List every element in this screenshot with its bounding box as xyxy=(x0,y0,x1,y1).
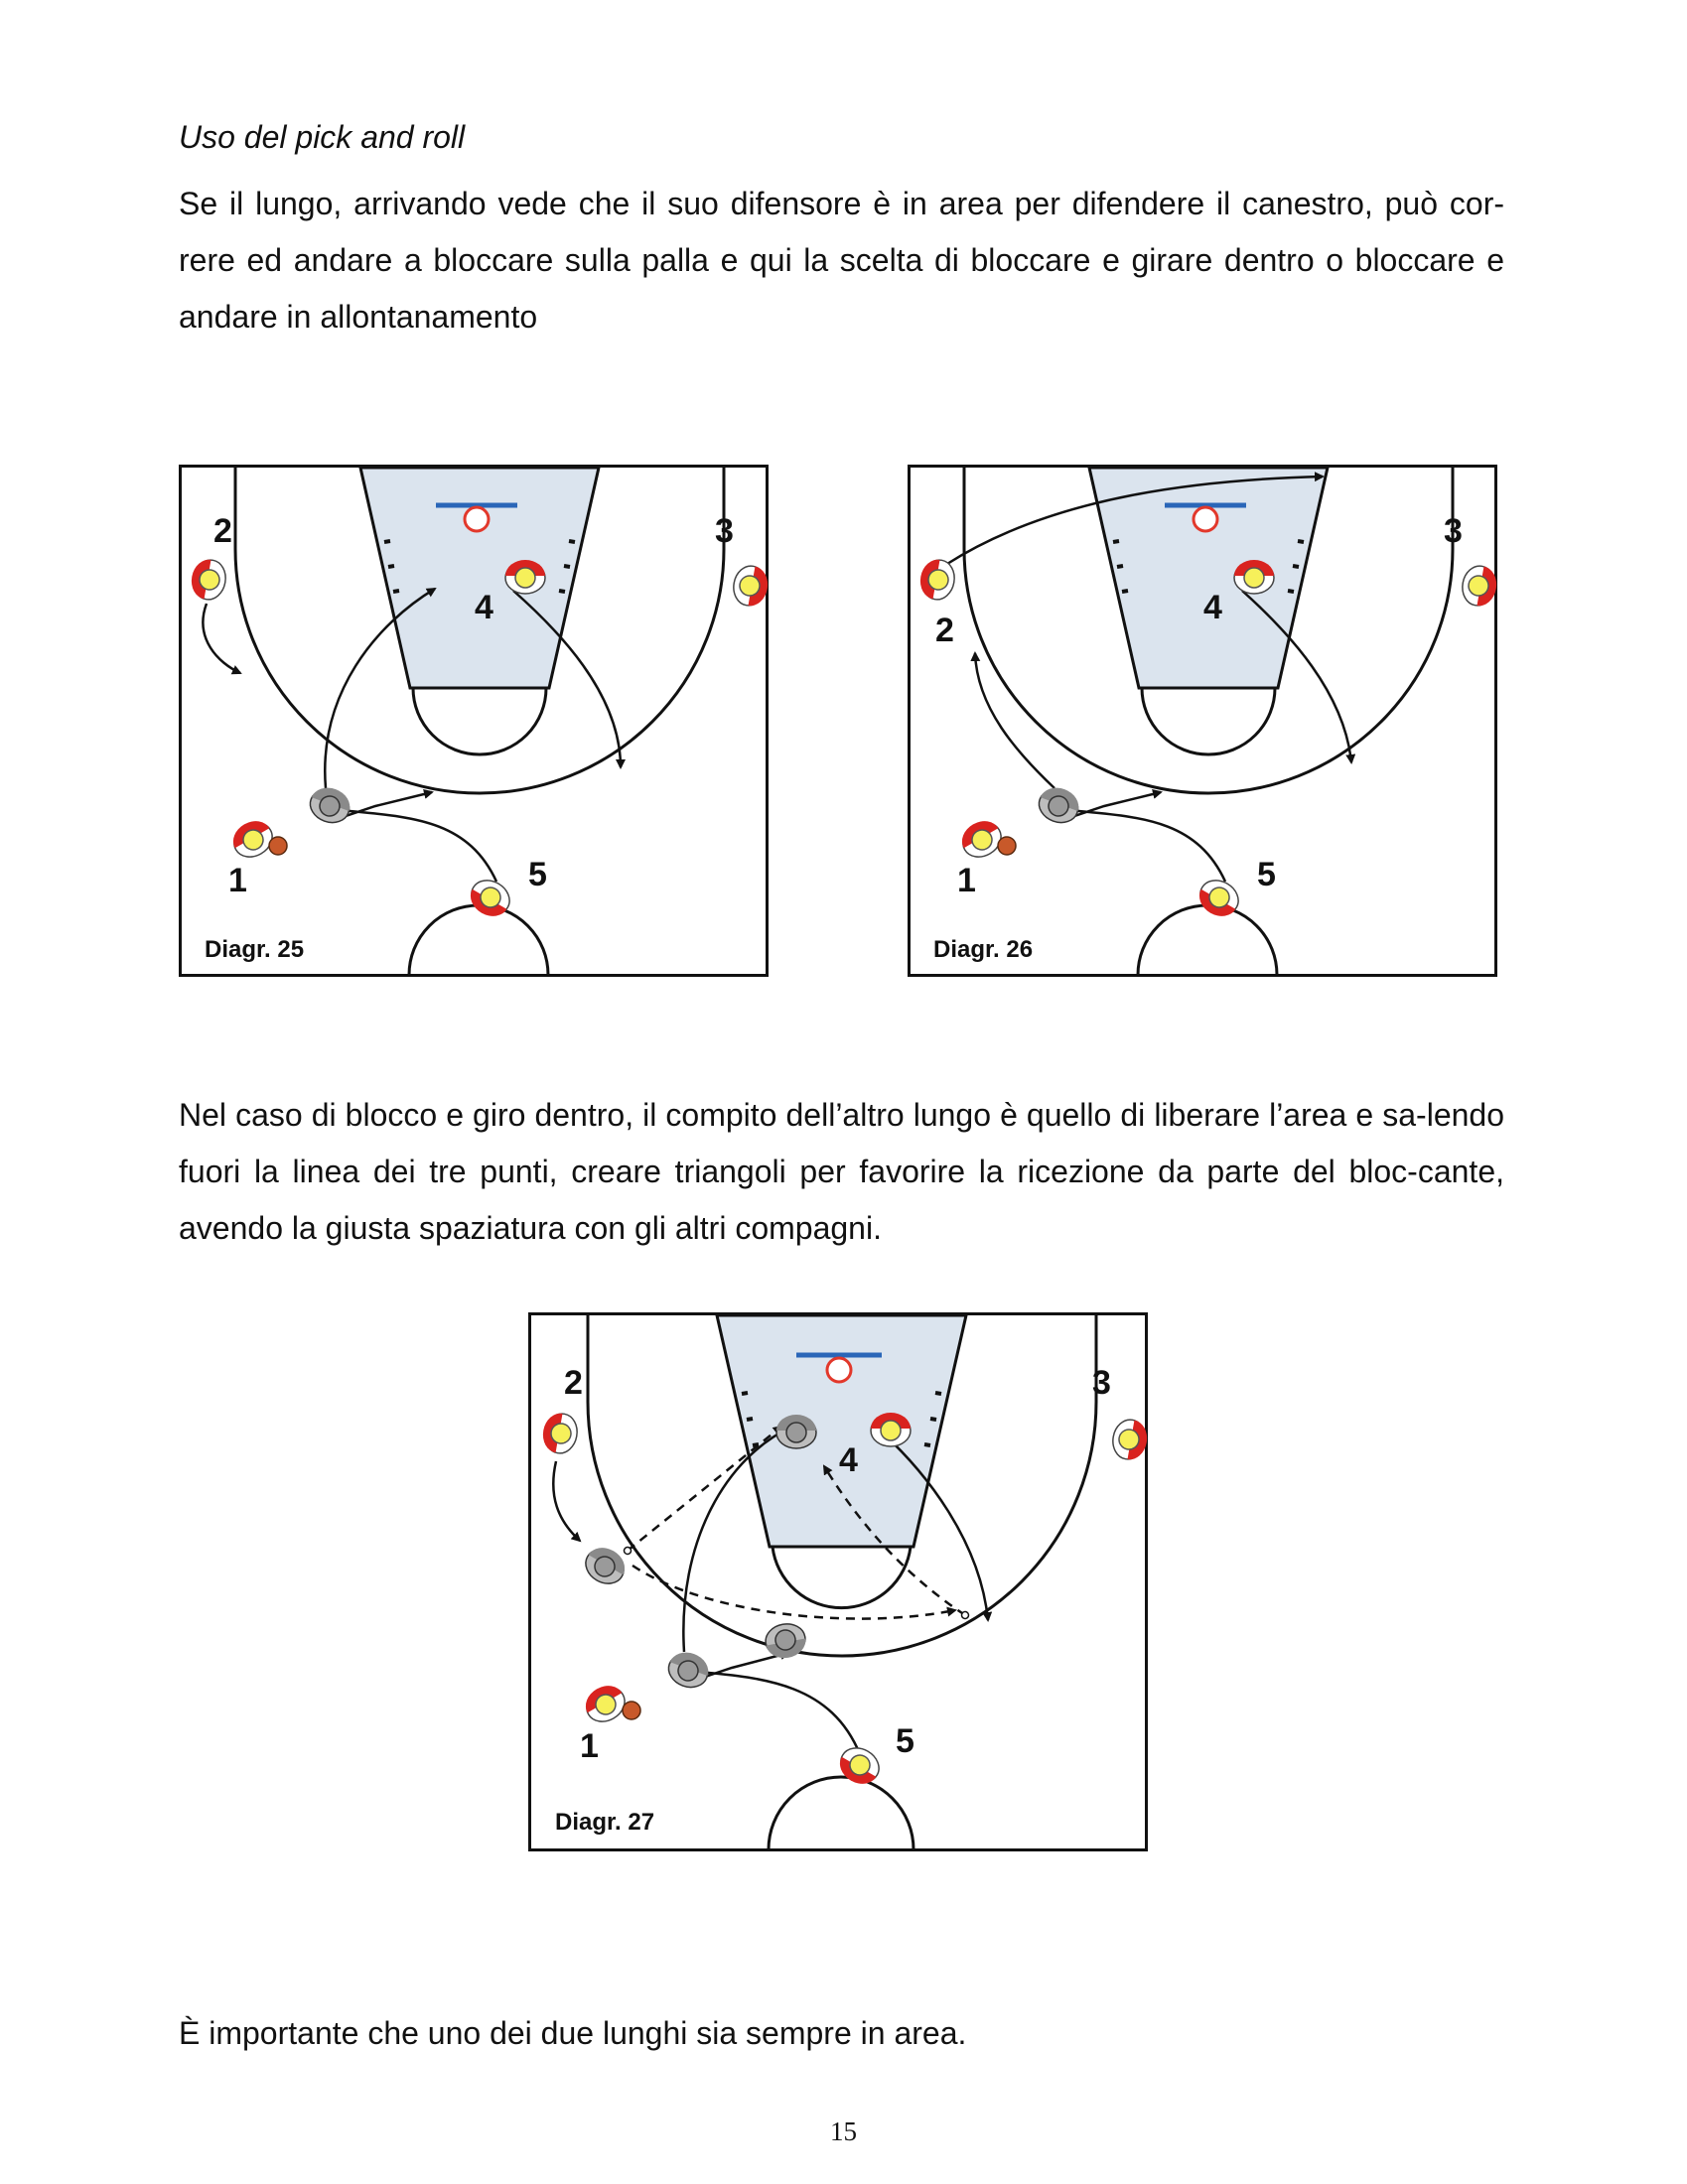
rim xyxy=(1194,507,1217,531)
basketball xyxy=(269,837,287,855)
paragraph-conclusion: È importante che uno dei due lunghi sia sempre in area. xyxy=(179,2015,967,2051)
diagram-27 xyxy=(528,1312,1148,1851)
label-3: 3 xyxy=(715,512,734,550)
page-number: 15 xyxy=(830,2116,857,2146)
label-3: 3 xyxy=(1092,1364,1111,1402)
player-4 xyxy=(505,560,545,594)
label-4: 4 xyxy=(475,589,493,626)
label-2: 2 xyxy=(564,1364,583,1402)
player-4 xyxy=(1234,560,1274,594)
diagram-caption: Diagr. 27 xyxy=(555,1809,655,1836)
label-1: 1 xyxy=(580,1727,599,1765)
label-5: 5 xyxy=(896,1722,914,1760)
diagram-26 xyxy=(908,465,1497,977)
paragraph-block-screen: Nel caso di blocco e giro dentro, il compito dell’altro lungo è quello di liberare l’area e sa-lendo fuori la linea dei tre punti, creare triangoli per favorire la ricezione da parte del bloc-cante, avendo la giusta spaziatura con gli altri compagni. xyxy=(179,1097,1504,1246)
rim xyxy=(827,1358,851,1382)
label-5: 5 xyxy=(1257,856,1276,893)
label-4: 4 xyxy=(1203,589,1222,626)
basketball xyxy=(998,837,1016,855)
diagram-25 xyxy=(179,465,769,977)
label-2: 2 xyxy=(935,612,954,649)
label-1: 1 xyxy=(228,862,247,899)
player-4 xyxy=(871,1413,911,1446)
basketball xyxy=(623,1702,640,1719)
diagram-caption: Diagr. 26 xyxy=(933,936,1034,963)
section-title: Uso del pick and roll xyxy=(179,119,466,155)
diagram-caption: Diagr. 25 xyxy=(205,936,305,963)
paragraph-intro: Se il lungo, arrivando vede che il suo difensore è in area per difendere il canestro, può cor-rere ed andare a bloccare sulla palla e qui la scelta di bloccare e girare dentro o bloccare e andare in allontanamento xyxy=(179,186,1504,335)
label-4: 4 xyxy=(839,1441,858,1479)
defender-4 xyxy=(776,1415,816,1448)
label-5: 5 xyxy=(528,856,547,893)
label-3: 3 xyxy=(1444,512,1463,550)
label-2: 2 xyxy=(213,512,232,550)
label-1: 1 xyxy=(957,862,976,899)
rim xyxy=(465,507,489,531)
